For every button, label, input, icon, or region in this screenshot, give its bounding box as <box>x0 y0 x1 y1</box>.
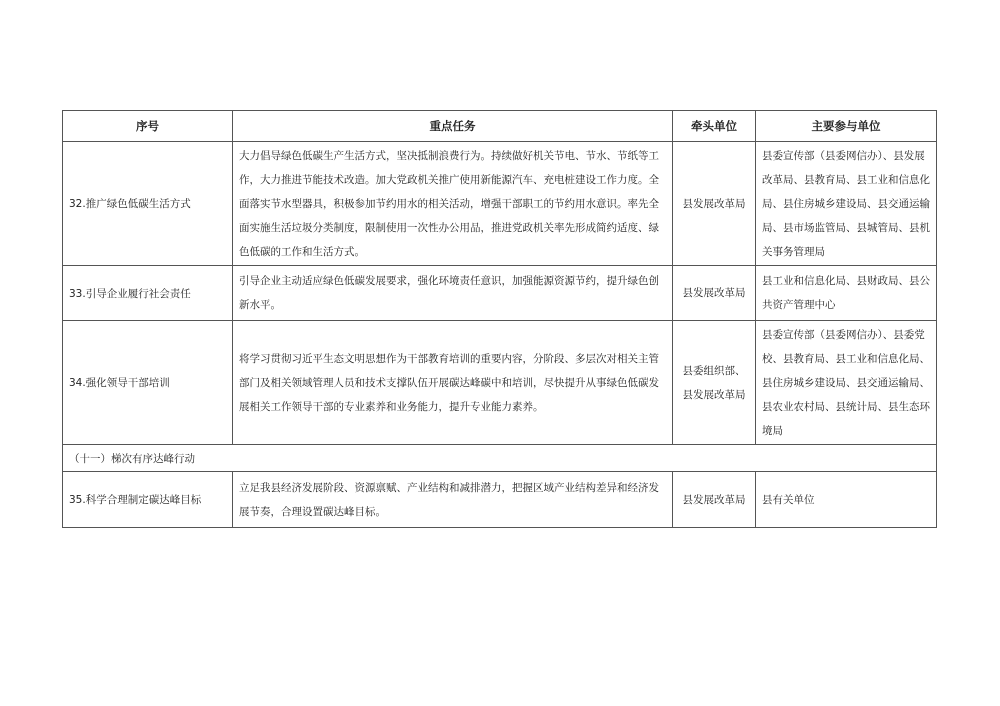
header-participants: 主要参与单位 <box>756 111 937 142</box>
key-tasks-table <box>62 110 937 528</box>
header-task: 重点任务 <box>233 111 673 142</box>
row-lead <box>673 266 756 321</box>
header-seq: 序号 <box>63 111 233 142</box>
row-participants: 县委宣传部（县委网信办）、县委党校、县教育局、县工业和信息化局、县住房城乡建设局、县交通运输局、县农业农村局、县统计局、县生态环境局 <box>756 321 937 445</box>
row-task: 大力倡导绿色低碳生产生活方式，坚决抵制浪费行为。持续做好机关节电、节水、节纸等工作，大力推进节能技术改造。加大党政机关推广使用新能源汽车、充电桩建设工作力度。全面落实节水型器具，积极参加节约用水的相关活动，增强干部职工的节约用水意识。率先全面实施生活垃圾分类制度，限制使用一次性办公用品，推进党政机关率先形成简约适度、绿色低碳的工作和生活方式。 <box>233 142 673 266</box>
row-lead <box>673 321 756 445</box>
table-header-row <box>63 111 937 142</box>
row-lead <box>673 472 756 528</box>
lead-unit: 县委组织部、 <box>682 364 746 377</box>
header-lead: 牵头单位 <box>673 111 756 142</box>
table-row <box>63 321 937 445</box>
table-row <box>63 472 937 528</box>
row-participants: 县工业和信息化局、县财政局、县公共资产管理中心 <box>756 266 937 321</box>
lead-unit: 县发展改革局 <box>682 388 746 401</box>
row-participants: 县委宣传部（县委网信办）、县发展改革局、县教育局、县工业和信息化局、县住房城乡建设局、县交通运输局、县市场监管局、县城管局、县机关事务管理局 <box>756 142 937 266</box>
lead-unit: 县发展改革局 <box>682 197 746 210</box>
table-row <box>63 142 937 266</box>
table-row <box>63 266 937 321</box>
lead-unit: 县发展改革局 <box>682 287 746 299</box>
row-seq: 35.科学合理制定碳达峰目标 <box>63 472 233 528</box>
row-participants: 县有关单位 <box>756 472 937 528</box>
lead-unit: 县发展改革局 <box>682 493 746 506</box>
row-seq: 32.推广绿色低碳生活方式 <box>63 142 233 266</box>
row-lead <box>673 142 756 266</box>
section-row <box>63 445 937 472</box>
row-task: 立足我县经济发展阶段、资源禀赋、产业结构和减排潜力，把握区域产业结构差异和经济发展节奏，合理设置碳达峰目标。 <box>233 472 673 528</box>
row-seq: 34.强化领导干部培训 <box>63 321 233 445</box>
section-title: （十一）梯次有序达峰行动 <box>63 445 937 472</box>
row-seq: 33.引导企业履行社会责任 <box>63 266 233 321</box>
row-task: 引导企业主动适应绿色低碳发展要求，强化环境责任意识，加强能源资源节约，提升绿色创新水平。 <box>233 266 673 321</box>
row-task: 将学习贯彻习近平生态文明思想作为干部教育培训的重要内容，分阶段、多层次对相关主管部门及相关领域管理人员和技术支撑队伍开展碳达峰碳中和培训，尽快提升从事绿色低碳发展相关工作领导干部的专业素养和业务能力，提升专业能力素养。 <box>233 321 673 445</box>
